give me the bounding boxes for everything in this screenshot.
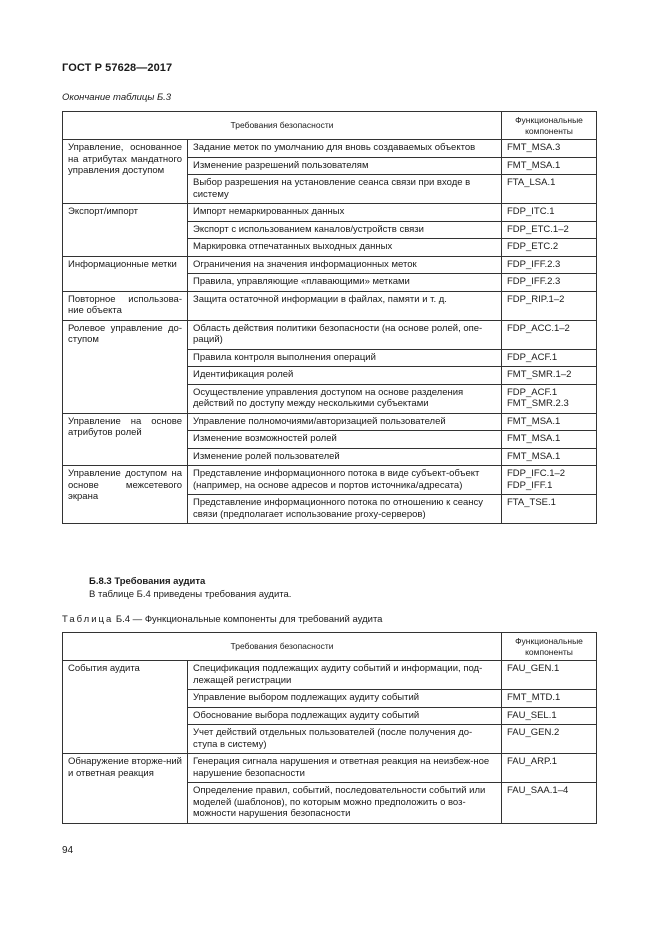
component-cell: [502, 274, 597, 292]
component-cell: [502, 221, 597, 239]
component-code: FDP_IFF.1: [507, 479, 553, 491]
table-row: [63, 661, 597, 690]
requirement-cell: Область действия политики безопасности (на основе ролей, опе-раций): [188, 320, 502, 349]
component-code: FMT_MSA.1: [507, 415, 561, 427]
component-code: FTA_LSA.1: [507, 177, 556, 188]
table-row: [63, 754, 597, 783]
page-number: 94: [62, 845, 74, 856]
table-b3: [62, 111, 597, 524]
component-cell: [502, 661, 597, 690]
requirement-cell: Управление полномочиями/авторизацией пользователей: [188, 413, 502, 431]
component-code: FTA_TSE.1: [507, 497, 556, 508]
category-cell: Обнаружение вторже-ний и ответная реакция: [63, 754, 188, 824]
component-code: FAU_SAA.1–4: [507, 785, 569, 796]
requirement-cell: Правила, управляющие «плавающими» метками: [188, 274, 502, 292]
requirement-cell: Представление информационного потока по отношению к сеансу связи (предполагает использование proxy-серверов): [188, 495, 502, 524]
component-cell: [502, 707, 597, 725]
component-cell: [502, 783, 597, 824]
component-code: FDP_ETC.1–2: [507, 223, 569, 235]
requirement-cell: Спецификация подлежащих аудиту событий и информации, под-лежащей регистрации: [188, 661, 502, 690]
requirement-cell: Учет действий отдельных пользователей (после получения до-ступа в систему): [188, 725, 502, 754]
component-cell: [502, 448, 597, 466]
component-code: FDP_RIP.1–2: [507, 293, 565, 305]
requirement-cell: Представление информационного потока в виде субъект-объект (например, на основе адресов и портов источника/адресата): [188, 466, 502, 495]
component-cell: [502, 725, 597, 754]
table-row: [63, 466, 597, 495]
component-code: FDP_ACF.1: [507, 351, 558, 363]
requirement-cell: Маркировка отпечатанных выходных данных: [188, 239, 502, 257]
component-cell: [502, 157, 597, 175]
component-code: FMT_MTD.1: [507, 692, 561, 703]
component-code: FMT_MSA.1: [507, 433, 561, 444]
table-b3-caption: Окончание таблицы Б.3: [62, 92, 172, 103]
component-code: FDP_IFC.1–2: [507, 468, 566, 479]
requirement-cell: Импорт немаркированных данных: [188, 204, 502, 222]
requirement-cell: Защита остаточной информации в файлах, памяти и т. д.: [188, 291, 502, 320]
component-code: FDP_IFF.2.3: [507, 258, 561, 270]
component-cell: [502, 431, 597, 449]
component-code: FAU_ARP.1: [507, 756, 557, 767]
component-code: FDP_ACC.1–2: [507, 322, 570, 334]
component-code: FDP_IFF.2.3: [507, 276, 561, 287]
category-cell: Информационные метки: [63, 256, 188, 291]
requirement-cell: Правила контроля выполнения операций: [188, 349, 502, 367]
table-b4-caption: [62, 614, 382, 625]
requirement-cell: Определение правил, событий, последовательности событий или моделей (шаблонов), по которым можно предположить о воз-можности нарушения безопасности: [188, 783, 502, 824]
component-cell: [502, 239, 597, 257]
component-code: FAU_GEN.1: [507, 663, 560, 674]
component-cell: [502, 367, 597, 385]
component-code: FDP_ETC.2: [507, 241, 559, 252]
section-heading: Б.8.3 Требования аудита: [89, 576, 206, 587]
component-code: FDP_ACF.1: [507, 386, 558, 398]
component-cell: [502, 384, 597, 413]
table-row: [63, 140, 597, 158]
component-cell: [502, 140, 597, 158]
component-code: FMT_SMR.2.3: [507, 398, 569, 409]
component-cell: [502, 349, 597, 367]
table-row: [63, 291, 597, 320]
component-cell: [502, 175, 597, 204]
requirement-cell: Управление выбором подлежащих аудиту событий: [188, 690, 502, 708]
category-cell: Управление, основанное на атрибутах мандатного управления доступом: [63, 140, 188, 204]
category-cell: Экспорт/импорт: [63, 204, 188, 257]
table-row: [63, 204, 597, 222]
component-cell: [502, 320, 597, 349]
category-cell: Повторное использова-ние объекта: [63, 291, 188, 320]
component-code: FMT_MSA.3: [507, 142, 561, 153]
requirement-cell: Обоснование выбора подлежащих аудиту событий: [188, 707, 502, 725]
requirement-cell: Изменение разрешений пользователям: [188, 157, 502, 175]
category-cell: Управление доступом на основе межсетевого экрана: [63, 466, 188, 524]
requirement-cell: Идентификация ролей: [188, 367, 502, 385]
table-row: [63, 413, 597, 431]
requirement-cell: Задание меток по умолчанию для вновь создаваемых объектов: [188, 140, 502, 158]
component-code: FAU_SEL.1: [507, 709, 557, 721]
table-b4-caption-word: Таблица: [62, 614, 114, 625]
table-b4-caption-text: Б.4 — Функциональные компоненты для требований аудита: [115, 614, 383, 625]
column-header-requirements: Требования безопасности: [63, 112, 502, 140]
requirement-cell: Генерация сигнала нарушения и ответная реакция на неизбеж-ное нарушение безопасности: [188, 754, 502, 783]
component-cell: [502, 466, 597, 495]
section-text: В таблице Б.4 приведены требования аудита.: [89, 589, 292, 600]
category-cell: Ролевое управление до-ступом: [63, 320, 188, 413]
component-cell: [502, 413, 597, 431]
requirement-cell: Осуществление управления доступом на основе разделения действий по доступу между несколькими субъектами: [188, 384, 502, 413]
table-b4: [62, 632, 597, 824]
component-cell: [502, 204, 597, 222]
component-cell: [502, 690, 597, 708]
table-row: [63, 256, 597, 274]
component-code: FMT_SMR.1–2: [507, 369, 572, 380]
requirement-cell: Выбор разрешения на установление сеанса связи при входе в систему: [188, 175, 502, 204]
column-header-components: Функциональные компоненты: [502, 633, 597, 661]
component-cell: [502, 256, 597, 274]
component-code: FDP_ITC.1: [507, 206, 555, 217]
document-header: ГОСТ Р 57628—2017: [62, 62, 173, 74]
requirement-cell: Изменение возможностей ролей: [188, 431, 502, 449]
category-cell: Управление на основе атрибутов ролей: [63, 413, 188, 466]
table-row: [63, 320, 597, 349]
requirement-cell: Экспорт с использованием каналов/устройств связи: [188, 221, 502, 239]
requirement-cell: Ограничения на значения информационных меток: [188, 256, 502, 274]
component-cell: [502, 495, 597, 524]
component-cell: [502, 754, 597, 783]
column-header-requirements: Требования безопасности: [63, 633, 502, 661]
component-code: FMT_MSA.1: [507, 450, 561, 462]
requirement-cell: Изменение ролей пользователей: [188, 448, 502, 466]
component-code: FAU_GEN.2: [507, 727, 560, 738]
column-header-components: Функциональные компоненты: [502, 112, 597, 140]
category-cell: События аудита: [63, 661, 188, 754]
component-cell: [502, 291, 597, 320]
component-code: FMT_MSA.1: [507, 159, 561, 171]
